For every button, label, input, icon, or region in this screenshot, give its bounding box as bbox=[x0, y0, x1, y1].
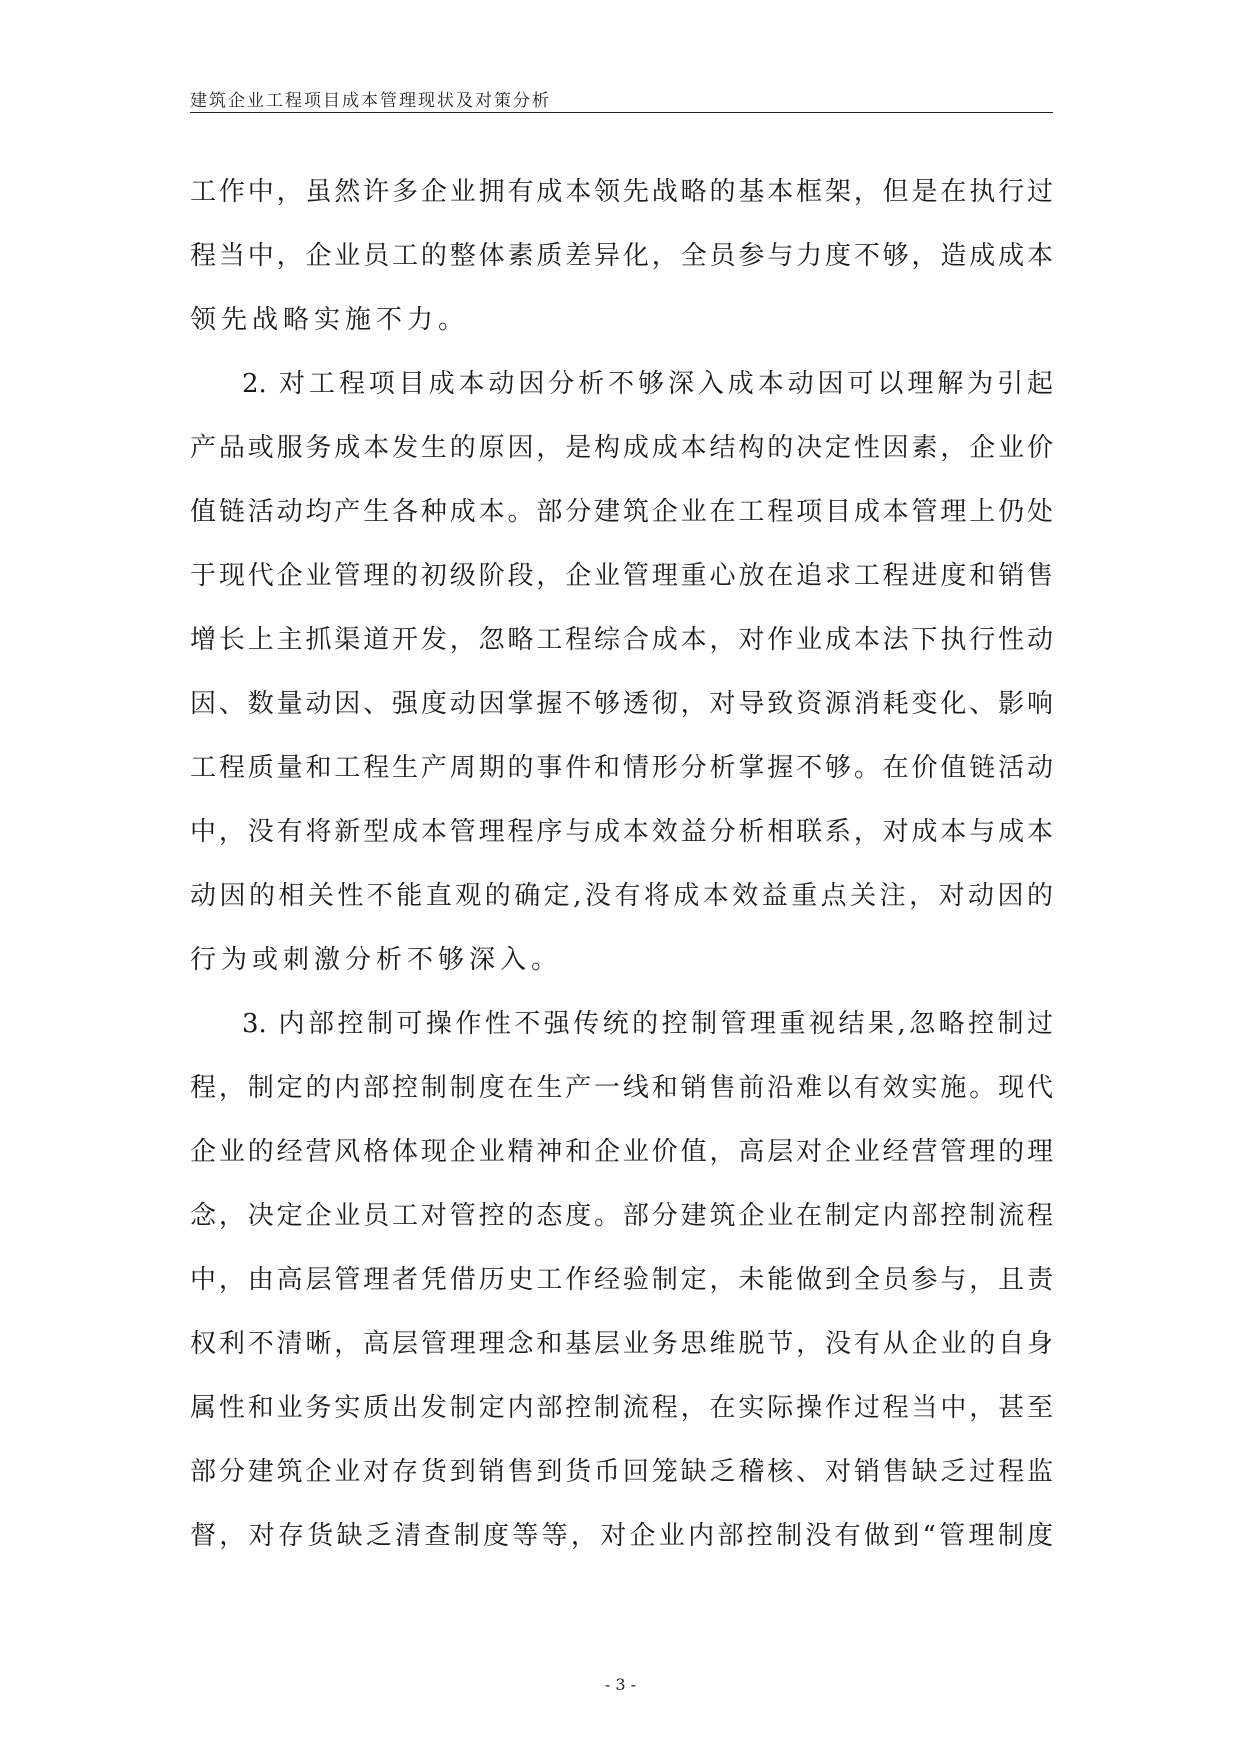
text-line: 动因的相关性不能直观的确定,没有将成本效益重点关注，对动因的 bbox=[190, 881, 1053, 911]
text-line: 属性和业务实质出发制定内部控制流程，在实际操作过程当中，甚至 bbox=[190, 1393, 1053, 1423]
text-line: 值链活动均产生各种成本。部分建筑企业在工程项目成本管理上仍处 bbox=[190, 497, 1053, 527]
text-line: 领先战略实施不力。 bbox=[190, 305, 470, 335]
text-line: 企业的经营风格体现企业精神和企业价值，高层对企业经营管理的理 bbox=[190, 1137, 1053, 1167]
text-line: 督，对存货缺乏清查制度等等，对企业内部控制没有做到“管理制度 bbox=[190, 1521, 1053, 1551]
text-line: 部分建筑企业对存货到销售到货币回笼缺乏稽核、对销售缺乏过程监 bbox=[190, 1457, 1053, 1487]
text-line: 产品或服务成本发生的原因，是构成成本结构的决定性因素，企业价 bbox=[190, 433, 1053, 463]
text-line: 因、数量动因、强度动因掌握不够透彻，对导致资源消耗变化、影响 bbox=[190, 689, 1053, 719]
header-rule bbox=[190, 112, 1053, 113]
text-line: 于现代企业管理的初级阶段，企业管理重心放在追求工程进度和销售 bbox=[190, 561, 1053, 591]
page-number: - 3 - bbox=[604, 1675, 637, 1694]
text-line: 工作中，虽然许多企业拥有成本领先战略的基本框架，但是在执行过 bbox=[190, 177, 1053, 207]
text-line: 工程质量和工程生产周期的事件和情形分析掌握不够。在价值链活动 bbox=[190, 753, 1053, 783]
text-line: 3. 内部控制可操作性不强传统的控制管理重视结果,忽略控制过 bbox=[242, 1009, 1053, 1039]
running-header: 建筑企业工程项目成本管理现状及对策分析 bbox=[190, 91, 551, 111]
text-line: 2. 对工程项目成本动因分析不够深入成本动因可以理解为引起 bbox=[242, 369, 1053, 399]
body-text bbox=[190, 160, 1053, 1568]
text-line: 念，决定企业员工对管控的态度。部分建筑企业在制定内部控制流程 bbox=[190, 1201, 1053, 1231]
text-line: 中，没有将新型成本管理程序与成本效益分析相联系，对成本与成本 bbox=[190, 817, 1053, 847]
text-line: 中，由高层管理者凭借历史工作经验制定，未能做到全员参与，且责 bbox=[190, 1265, 1053, 1295]
text-line: 程当中，企业员工的整体素质差异化，全员参与力度不够，造成成本 bbox=[190, 241, 1053, 271]
text-line: 行为或刺激分析不够深入。 bbox=[190, 945, 563, 975]
text-line: 程，制定的内部控制制度在生产一线和销售前沿难以有效实施。现代 bbox=[190, 1073, 1053, 1103]
text-line: 增长上主抓渠道开发，忽略工程综合成本，对作业成本法下执行性动 bbox=[190, 625, 1053, 655]
text-line: 权利不清晰，高层管理理念和基层业务思维脱节，没有从企业的自身 bbox=[190, 1329, 1053, 1359]
